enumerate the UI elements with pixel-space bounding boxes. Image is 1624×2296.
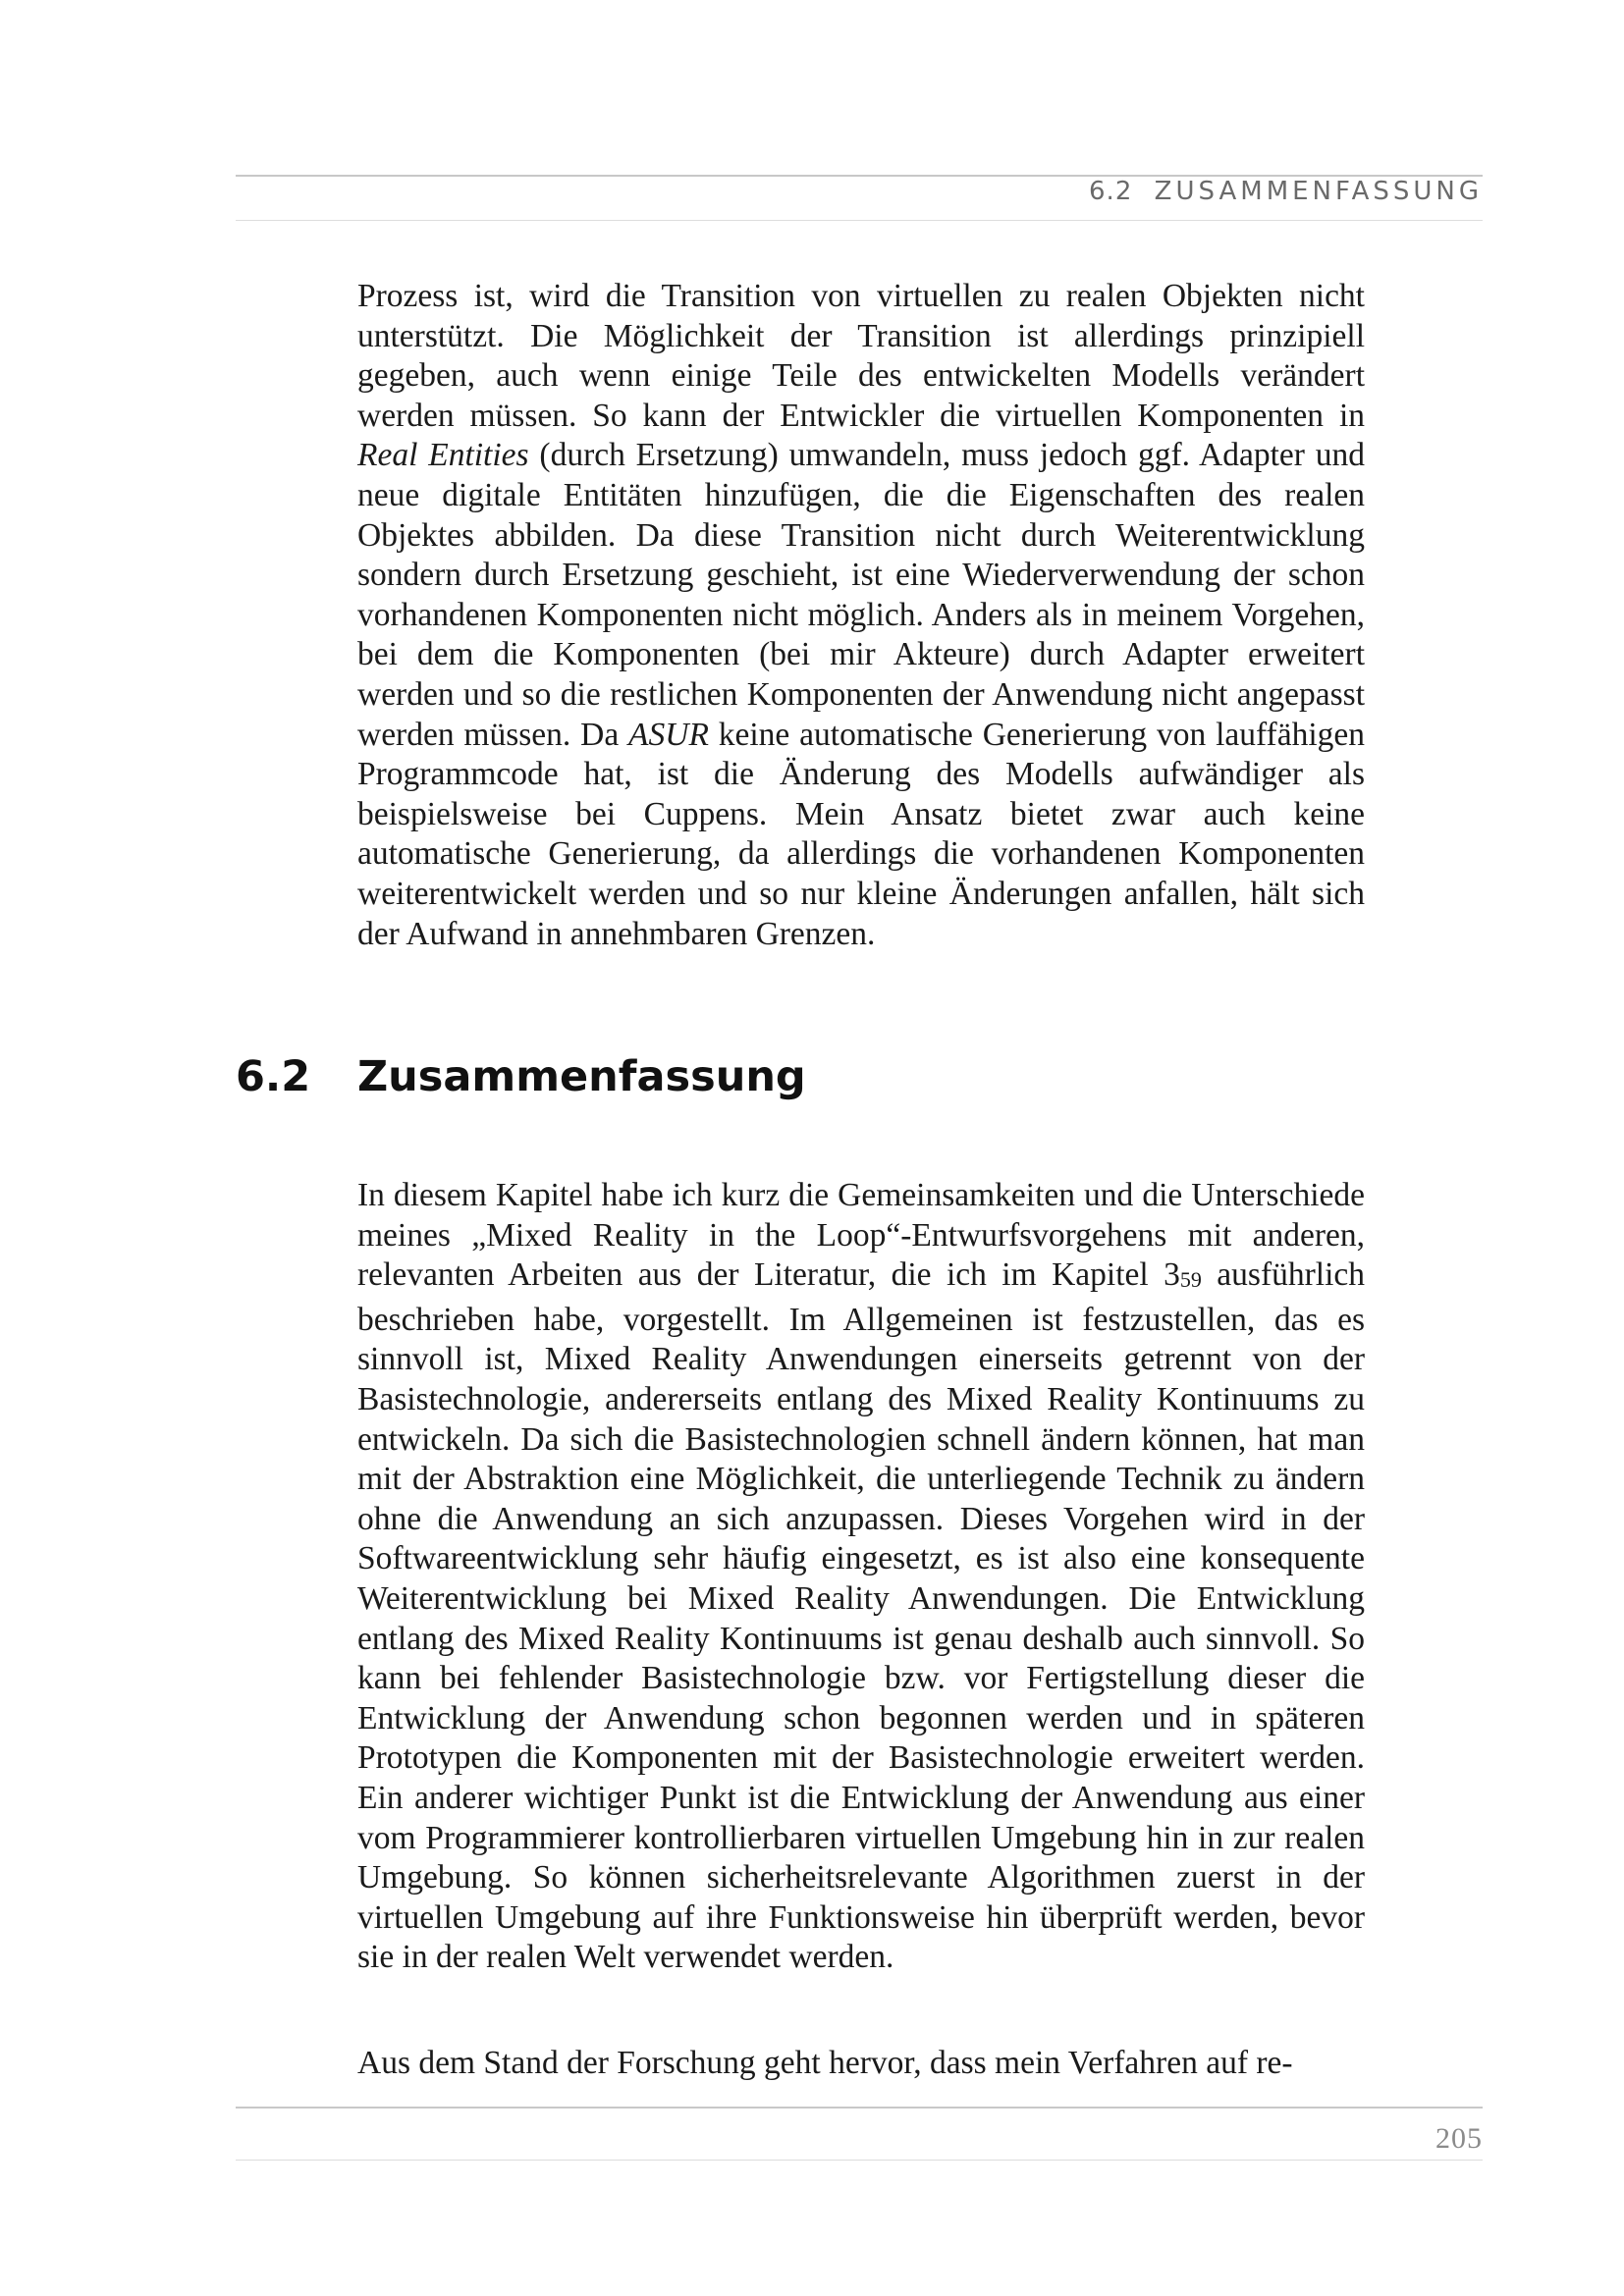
footer-rule-bottom (236, 2160, 1483, 2161)
paragraph-text: Aus dem Stand der Forschung geht hervor, dass mein Verfahren auf re- (357, 2045, 1293, 2081)
paragraph-text (357, 1176, 1365, 1978)
body-paragraph-2 (357, 1176, 1365, 1978)
chapter-reference-number: 3 (1164, 1256, 1180, 1294)
section-number: 6.2 (236, 1052, 311, 1101)
body-paragraph-1 (357, 277, 1365, 954)
italic-term-real-entities: Real Entities (357, 437, 529, 474)
running-head (1089, 177, 1483, 206)
text-run: ausführlich beschrieben habe, vorgestellt. Im Allgemeinen ist festzustellen, das es sinnvoll ist, Mixed Reality Anwendungen einerseits getrennt von der Basistechnologie, andererseits entlang des Mixed Reality Kontinuums zu entwickeln. Da sich die Basistechnologien schnell ändern können, hat man mit der Abstraktion eine Möglichkeit, die unterliegende Technik zu ändern ohne die Anwendung an sich anzupassen. Dieses Vorgehen wird in der Softwareentwicklung sehr häufig eingesetzt, es ist also eine konsequente Weiterentwicklung bei Mixed Reality Anwendungen. Die Entwicklung entlang des Mixed Reality Kontinuums ist genau deshalb auch sinnvoll. So kann bei fehlender Basistechnologie bzw. vor Fertigstellung dieser die Entwicklung der Anwendung schon begonnen werden und in späteren Prototypen die Komponenten mit der Basistechnologie erweitert werden. Ein anderer wichtiger Punkt ist die Entwicklung der Anwendung aus einer vom Programmierer kontrollierbaren virtuellen Umgebung hin in zur realen Umgebung. So können sicherheitsrelevante Algorithmen zuerst in der virtuellen Umgebung auf ihre Funktionsweise hin überprüft werden, bevor sie in der realen Welt verwendet werden. (357, 1256, 1365, 1976)
section-heading (236, 1052, 806, 1101)
header-rule-bottom (236, 220, 1483, 221)
italic-term-asur: ASUR (628, 716, 709, 753)
running-head-section-number: 6.2 (1089, 177, 1133, 206)
text-run: (durch Ersetzung) umwandeln, muss jedoch ggf. Adapter und neue digitale Entitäten hinzufügen, die die Eigenschaften des realen Objektes abbilden. Da diese Transition nicht durch Weiterentwicklung sondern durch Ersetzung geschieht, ist eine Wiederverwendung der schon vorhandenen Komponenten nicht möglich. Anders als in meinem Vorgehen, bei dem die Komponenten (bei mir Akteure) durch Adapter erweitert werden und so die restlichen Komponenten der Anwendung nicht angepasst werden müssen. Da (357, 437, 1365, 753)
running-head-section-title: ZUSAMMENFASSUNG (1154, 177, 1483, 206)
text-run: Prozess ist, wird die Transition von virtuellen zu realen Objekten nicht unterstützt. Die Möglichkeit der Transition ist allerdings prinzipiell gegeben, auch wenn einige Teile des entwickelten Modells verändert werden müssen. So kann der Entwickler die virtuellen Komponenten in (357, 278, 1365, 434)
paragraph-text (357, 277, 1365, 954)
chapter-reference-page: 59 (1179, 1267, 1202, 1293)
page-number: 205 (1435, 2122, 1483, 2155)
chapter-reference-link[interactable] (1164, 1256, 1202, 1293)
body-paragraph-3 (357, 2044, 1365, 2084)
section-title: Zusammenfassung (357, 1052, 806, 1101)
footer-rule-top (236, 2107, 1483, 2109)
text-run: keine automatische Generierung von lauffähigen Programmcode hat, ist die Änderung des Modells aufwändiger als beispielsweise bei Cuppens. Mein Ansatz bietet zwar auch keine automatische Generierung, da allerdings die vorhandenen Komponenten weiterentwickelt werden und so nur kleine Änderungen anfallen, hält sich der Aufwand in annehmbaren Grenzen. (357, 716, 1365, 952)
text-run: In diesem Kapitel habe ich kurz die Gemeinsamkeiten und die Unterschiede meines „Mixed Reality in the Loop“-Entwurfsvorgehens mit anderen, relevanten Arbeiten aus der Literatur, die ich im Kapitel (357, 1177, 1365, 1294)
